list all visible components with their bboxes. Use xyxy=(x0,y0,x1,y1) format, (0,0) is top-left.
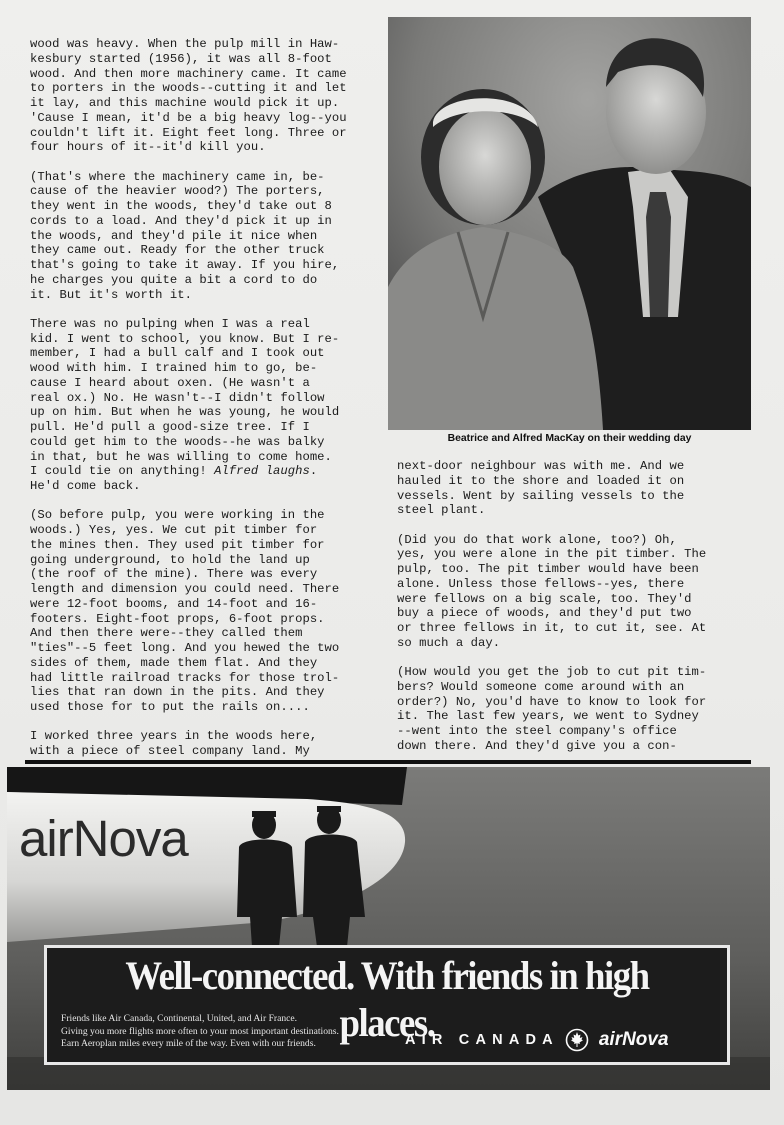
ad-body-line: Earn Aeroplan miles every mile of the way. Even with our friends. xyxy=(61,1038,316,1050)
ad-brand-lockup xyxy=(405,1028,669,1052)
photo-image xyxy=(388,17,751,430)
article-paragraph: (Did you do that work alone, too?) Oh, yes, you were alone in the pit timber. The pulp, too. The pit timber would have been alone. Unless those fellows--yes, there were fellows on a big scale, too. They'd buy a piece of woods, and they'd put two or three fellows in it, to cut it, see. At so much a day. xyxy=(397,532,707,650)
article-left-column xyxy=(30,37,380,759)
article-right-column xyxy=(397,459,757,754)
wedding-photo xyxy=(388,17,751,430)
ad-body-copy xyxy=(61,1013,339,1051)
airnova-advertisement xyxy=(7,767,770,1090)
maple-leaf-icon xyxy=(565,1028,589,1052)
article-paragraph: next-door neighbour was with me. And we hauled it to the shore and loaded it on vessels. Went by sailing vessels to the steel plant. xyxy=(397,459,685,518)
article-paragraph: wood was heavy. When the pulp mill in Haw- kesbury started (1956), it was all 8-foot wood. And then more machinery came. It came to porters in the woods--cutting it and let it lay, and this machine would pick it up. 'Cause I mean, it'd be a big heavy log--you couldn't lift it. Eight feet long. Three or four hours of it--it'd kill you. xyxy=(30,37,347,155)
air-canada-wordmark: AIR CANADA xyxy=(405,1032,559,1048)
fuselage-logo: airNova xyxy=(19,810,188,867)
ad-headline: Well-connected. With friends in high places. xyxy=(125,953,649,1045)
article-paragraph: I worked three years in the woods here, with a piece of steel company land. My xyxy=(30,729,318,758)
article-paragraph xyxy=(30,317,380,494)
paragraph-text: There was no pulping when I was a real kid. I went to school, you know. But I re- member, I had a bull calf and I took out wood with him. I trained him to go, be- cause I heard about oxen. (He wasn't a real ox.) No. He wasn't--I didn't follow up on him. But when he was young, he would pull. He'd pull a good-size tree. If I could get him to the woods--he was balky in that, but he was willing to come home. I could tie on anything! xyxy=(30,316,340,479)
article-paragraph: (So before pulp, you were working in the woods.) Yes, yes. We cut pit timber for the mines then. They used pit timber for going underground, to hold the land up (the roof of the mine). There was every length and dimension you could need. There were 12-foot booms, and 14-foot and 16- footers. Eight-foot props, 6-foot props. And then there were--they called them "ties"--5 feet long. And you hewed the two sides of them, made them flat. And they had little railroad tracks for those trol- lies that ran down in the pits. And they used those for to put the rails on.... xyxy=(30,508,340,714)
paragraph-text: . He'd come back. xyxy=(30,464,318,493)
italic-aside: Alfred laughs xyxy=(214,464,310,479)
airnova-wordmark: airNova xyxy=(598,1029,669,1050)
photo-caption: Beatrice and Alfred MacKay on their wedding day xyxy=(447,433,692,444)
article-paragraph: (How would you get the job to cut pit tim- bers? Would someone come around with an order?) No, you'd have to know to look for it. The last few years, we went to Sydney --went into the steel company's office down there. And they'd give you a con- xyxy=(397,665,707,753)
section-divider xyxy=(25,760,751,764)
ad-text-box xyxy=(44,945,730,1065)
ad-body-line: Friends like Air Canada, Continental, United, and Air France. xyxy=(61,1013,298,1024)
ad-body-line: Giving you more flights more often to your most important destinations. xyxy=(61,1025,339,1037)
article-paragraph: (That's where the machinery came in, be- cause of the heavier wood?) The porters, they went in the woods, they'd take out 8 cords to a load. And they'd pick it up in the woods, and they'd pile it nice when they came out. Ready for the other truck that's going to take it away. If you hire, he charges you quite a bit a cord to do it. But it's worth it. xyxy=(30,169,340,302)
